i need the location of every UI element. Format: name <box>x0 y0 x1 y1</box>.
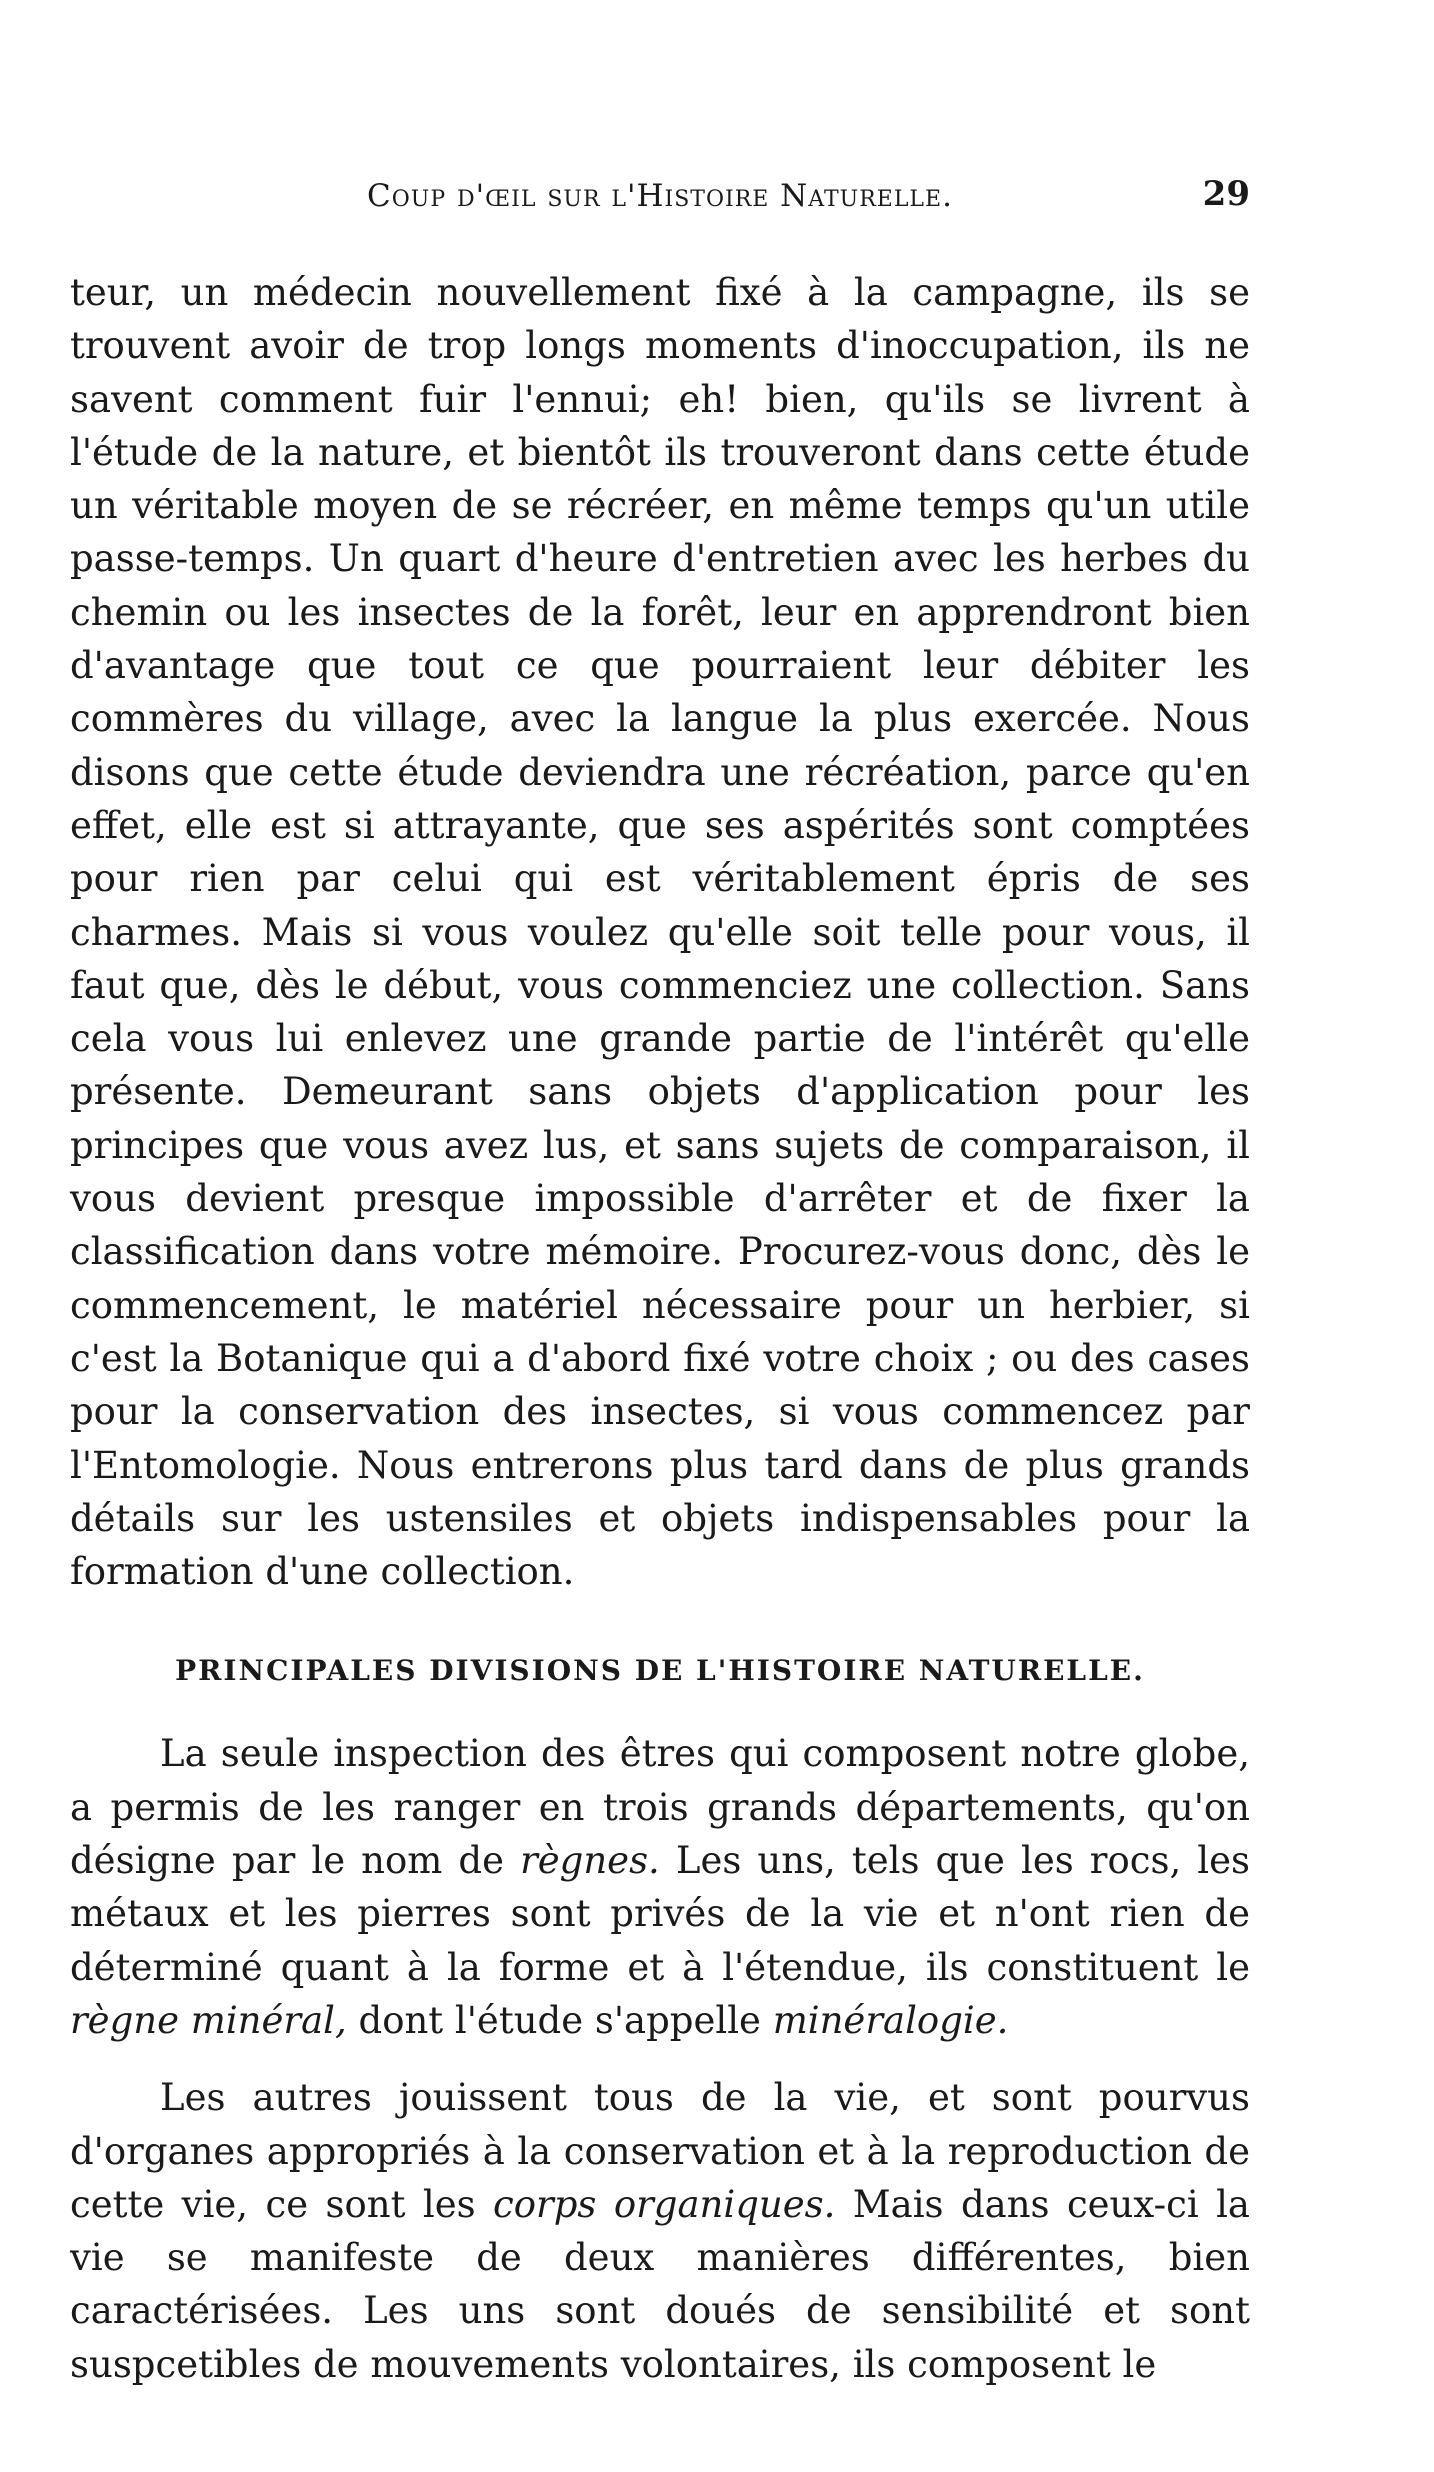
italic-term-mineralogie: minéralogie. <box>772 1998 1009 2042</box>
running-title: Coup d'œil sur l'Histoire Naturelle. <box>367 178 953 214</box>
paragraph-text: La seule inspection des êtres qui composent notre globe, a permis de les ranger en trois grands départements, qu'on désigne par le nom de <box>70 1732 1250 1883</box>
italic-term-corps-organiques: corps organiques. <box>493 2182 836 2226</box>
page-number: 29 <box>1202 174 1250 214</box>
paragraph-text: Les autres jouissent tous de la vie, et sont pourvus d'organes appropriés à la conservation et à la reproduction de cette vie, ce sont les <box>70 2076 1250 2226</box>
paragraph-text: dont l'étude s'appelle <box>346 1998 773 2042</box>
paragraph-text: Les uns, tels que les rocs, les métaux et les pierres sont privés de la vie et n'ont rien de déterminé quant à la forme et à l'étendue, ils constituent le <box>70 1839 1251 1989</box>
paragraph-regnes <box>70 1727 1250 2047</box>
italic-term-regnes: règnes. <box>520 1839 660 1883</box>
section-heading: PRINCIPALES DIVISIONS DE L'HISTOIRE NATURELLE. <box>175 1654 1145 1688</box>
paragraph-corps-organiques <box>70 2071 1250 2391</box>
paragraph-continuation: teur, un médecin nouvellement fixé à la campagne, ils se trouvent avoir de trop longs moments d'inoccupation, ils ne savent comment fuir l'ennui; eh! bien, qu'ils se livrent à l'étude de la nature, et bientôt ils trouveront dans cette étude un véritable moyen de se récréer, en même temps qu'un utile passe-temps. Un quart d'heure d'entretien avec les herbes du chemin ou les insectes de la forêt, leur en apprendront bien d'avantage que tout ce que pourraient leur débiter les commères du village, avec la langue la plus exercée. Nous disons que cette étude deviendra une récréation, parce qu'en effet, elle est si attrayante, que ses aspérités sont comptées pour rien par celui qui est véritablement épris de ses charmes. Mais si vous voulez qu'elle soit telle pour vous, il faut que, dès le début, vous commenciez une collection. Sans cela vous lui enlevez une grande partie de l'intérêt qu'elle présente. Demeurant sans objets d'application pour les principes que vous avez lus, et sans sujets de comparaison, il vous devient presque impossible d'arrêter et de fixer la classification dans votre mémoire. Procurez-vous donc, dès le commencement, le matériel nécessaire pour un herbier, si c'est la Botanique qui a d'abord fixé votre choix ; ou des cases pour la conservation des insectes, si vous commencez par l'Entomologie. Nous entrerons plus tard dans de plus grands détails sur les ustensiles et objets indispensables pour la formation d'une collection. <box>70 271 1250 1594</box>
page-header <box>70 168 1250 228</box>
book-page <box>70 168 1250 2391</box>
paragraph-text: Mais dans ceux-ci la vie se manifeste de deux manières différentes, bien caractérisées. Les uns sont doués de sensibilité et sont suspcetibles de mouvements volontaires, ils composent le <box>70 2182 1250 2386</box>
italic-term-regne-mineral: règne minéral, <box>70 1998 347 2042</box>
